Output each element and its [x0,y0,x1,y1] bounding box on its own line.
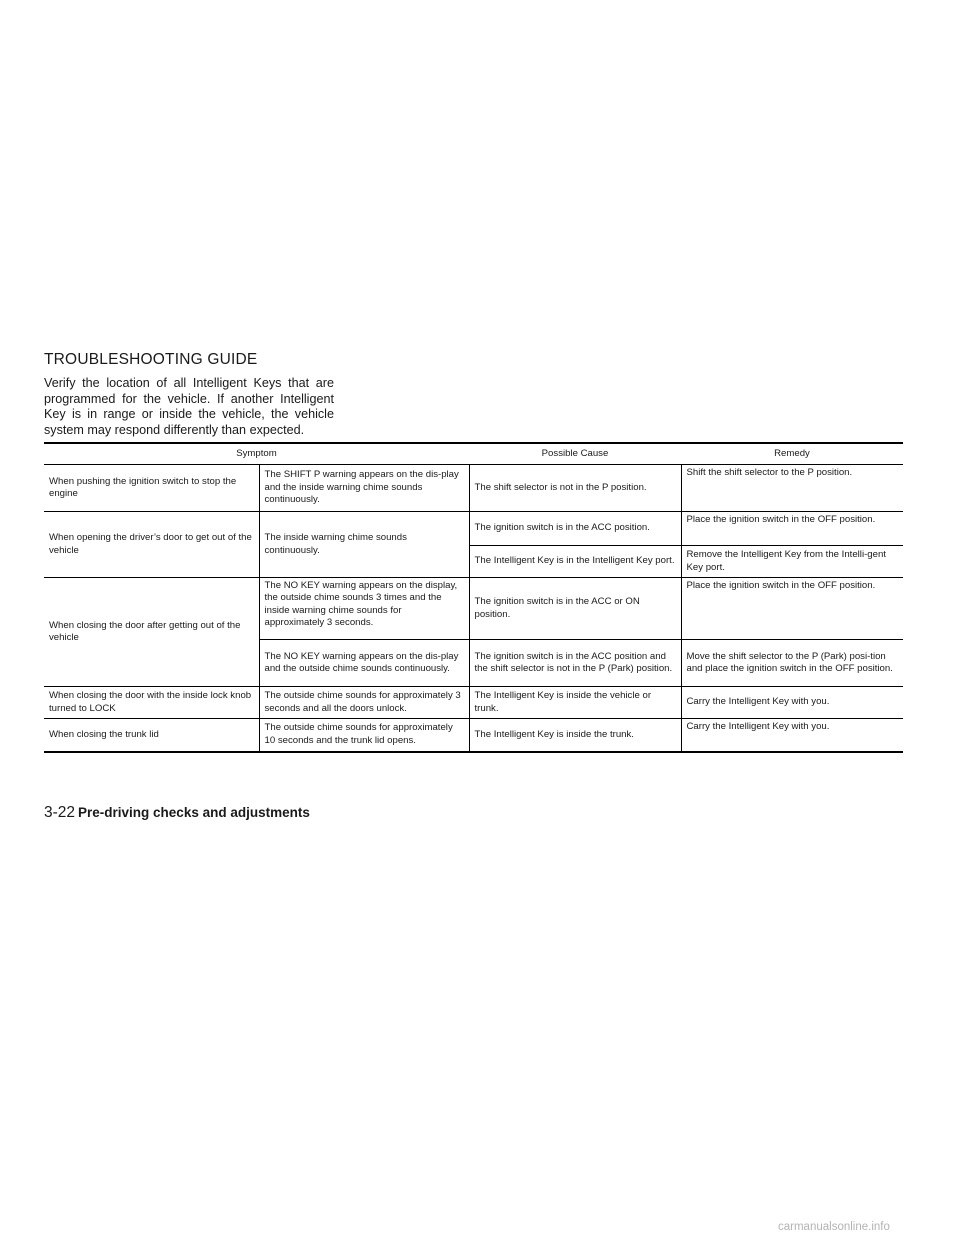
troubleshooting-table [44,442,903,753]
section-title: TROUBLESHOOTING GUIDE [44,351,258,368]
symptom-detail-cell: The outside chime sounds for approximately 3 seconds and all the doors unlock. [259,687,469,719]
symptom-cell: When pushing the ignition switch to stop the engine [44,465,259,512]
remedy-cell: Place the ignition switch in the OFF position. [681,512,903,546]
symptom-cell: When closing the trunk lid [44,719,259,752]
header-symptom: Symptom [44,443,469,465]
chapter-title: Pre-driving checks and adjustments [78,805,310,820]
symptom-cell: When closing the door after getting out of the vehicle [44,578,259,687]
page-footer [44,804,310,822]
cause-cell: The Intelligent Key is inside the trunk. [469,719,681,752]
symptom-cell: When opening the driver’s door to get out of the vehicle [44,512,259,578]
cause-cell: The ignition switch is in the ACC position and the shift selector is not in the P (Park) position. [469,640,681,687]
cause-cell: The Intelligent Key is inside the vehicle or trunk. [469,687,681,719]
remedy-cell: Remove the Intelligent Key from the Intelli-gent Key port. [681,546,903,578]
table-row [44,687,903,719]
remedy-cell: Carry the Intelligent Key with you. [681,687,903,719]
symptom-detail-cell: The inside warning chime sounds continuously. [259,512,469,578]
table-row [44,512,903,546]
page-number: 3-22 [44,804,76,821]
remedy-cell: Move the shift selector to the P (Park) posi-tion and place the ignition switch in the OFF position. [681,640,903,687]
remedy-cell: Carry the Intelligent Key with you. [681,719,903,752]
symptom-cell: When closing the door with the inside lock knob turned to LOCK [44,687,259,719]
symptom-detail-cell: The SHIFT P warning appears on the dis-play and the inside warning chime sounds continuously. [259,465,469,512]
cause-cell: The Intelligent Key is in the Intelligent Key port. [469,546,681,578]
table-row [44,719,903,752]
remedy-cell: Shift the shift selector to the P position. [681,465,903,512]
watermark: carmanualsonline.info [778,1221,890,1233]
table-row [44,465,903,512]
cause-cell: The shift selector is not in the P position. [469,465,681,512]
symptom-detail-cell: The NO KEY warning appears on the dis-play and the outside chime sounds continuously. [259,640,469,687]
header-possible-cause: Possible Cause [469,443,681,465]
cause-cell: The ignition switch is in the ACC or ON position. [469,578,681,640]
remedy-cell: Place the ignition switch in the OFF position. [681,578,903,640]
symptom-detail-cell: The outside chime sounds for approximately 10 seconds and the trunk lid opens. [259,719,469,752]
cause-cell: The ignition switch is in the ACC position. [469,512,681,546]
symptom-detail-cell: The NO KEY warning appears on the display, the outside chime sounds 3 times and the inside warning chime sounds for approximately 3 seconds. [259,578,469,640]
intro-paragraph: Verify the location of all Intelligent Keys that are programmed for the vehicle. If another Intelligent Key is in range or inside the vehicle, the vehicle system may respond differently than expected. [44,376,334,437]
header-remedy: Remedy [681,443,903,465]
table-row [44,578,903,640]
table-header-row [44,443,903,465]
